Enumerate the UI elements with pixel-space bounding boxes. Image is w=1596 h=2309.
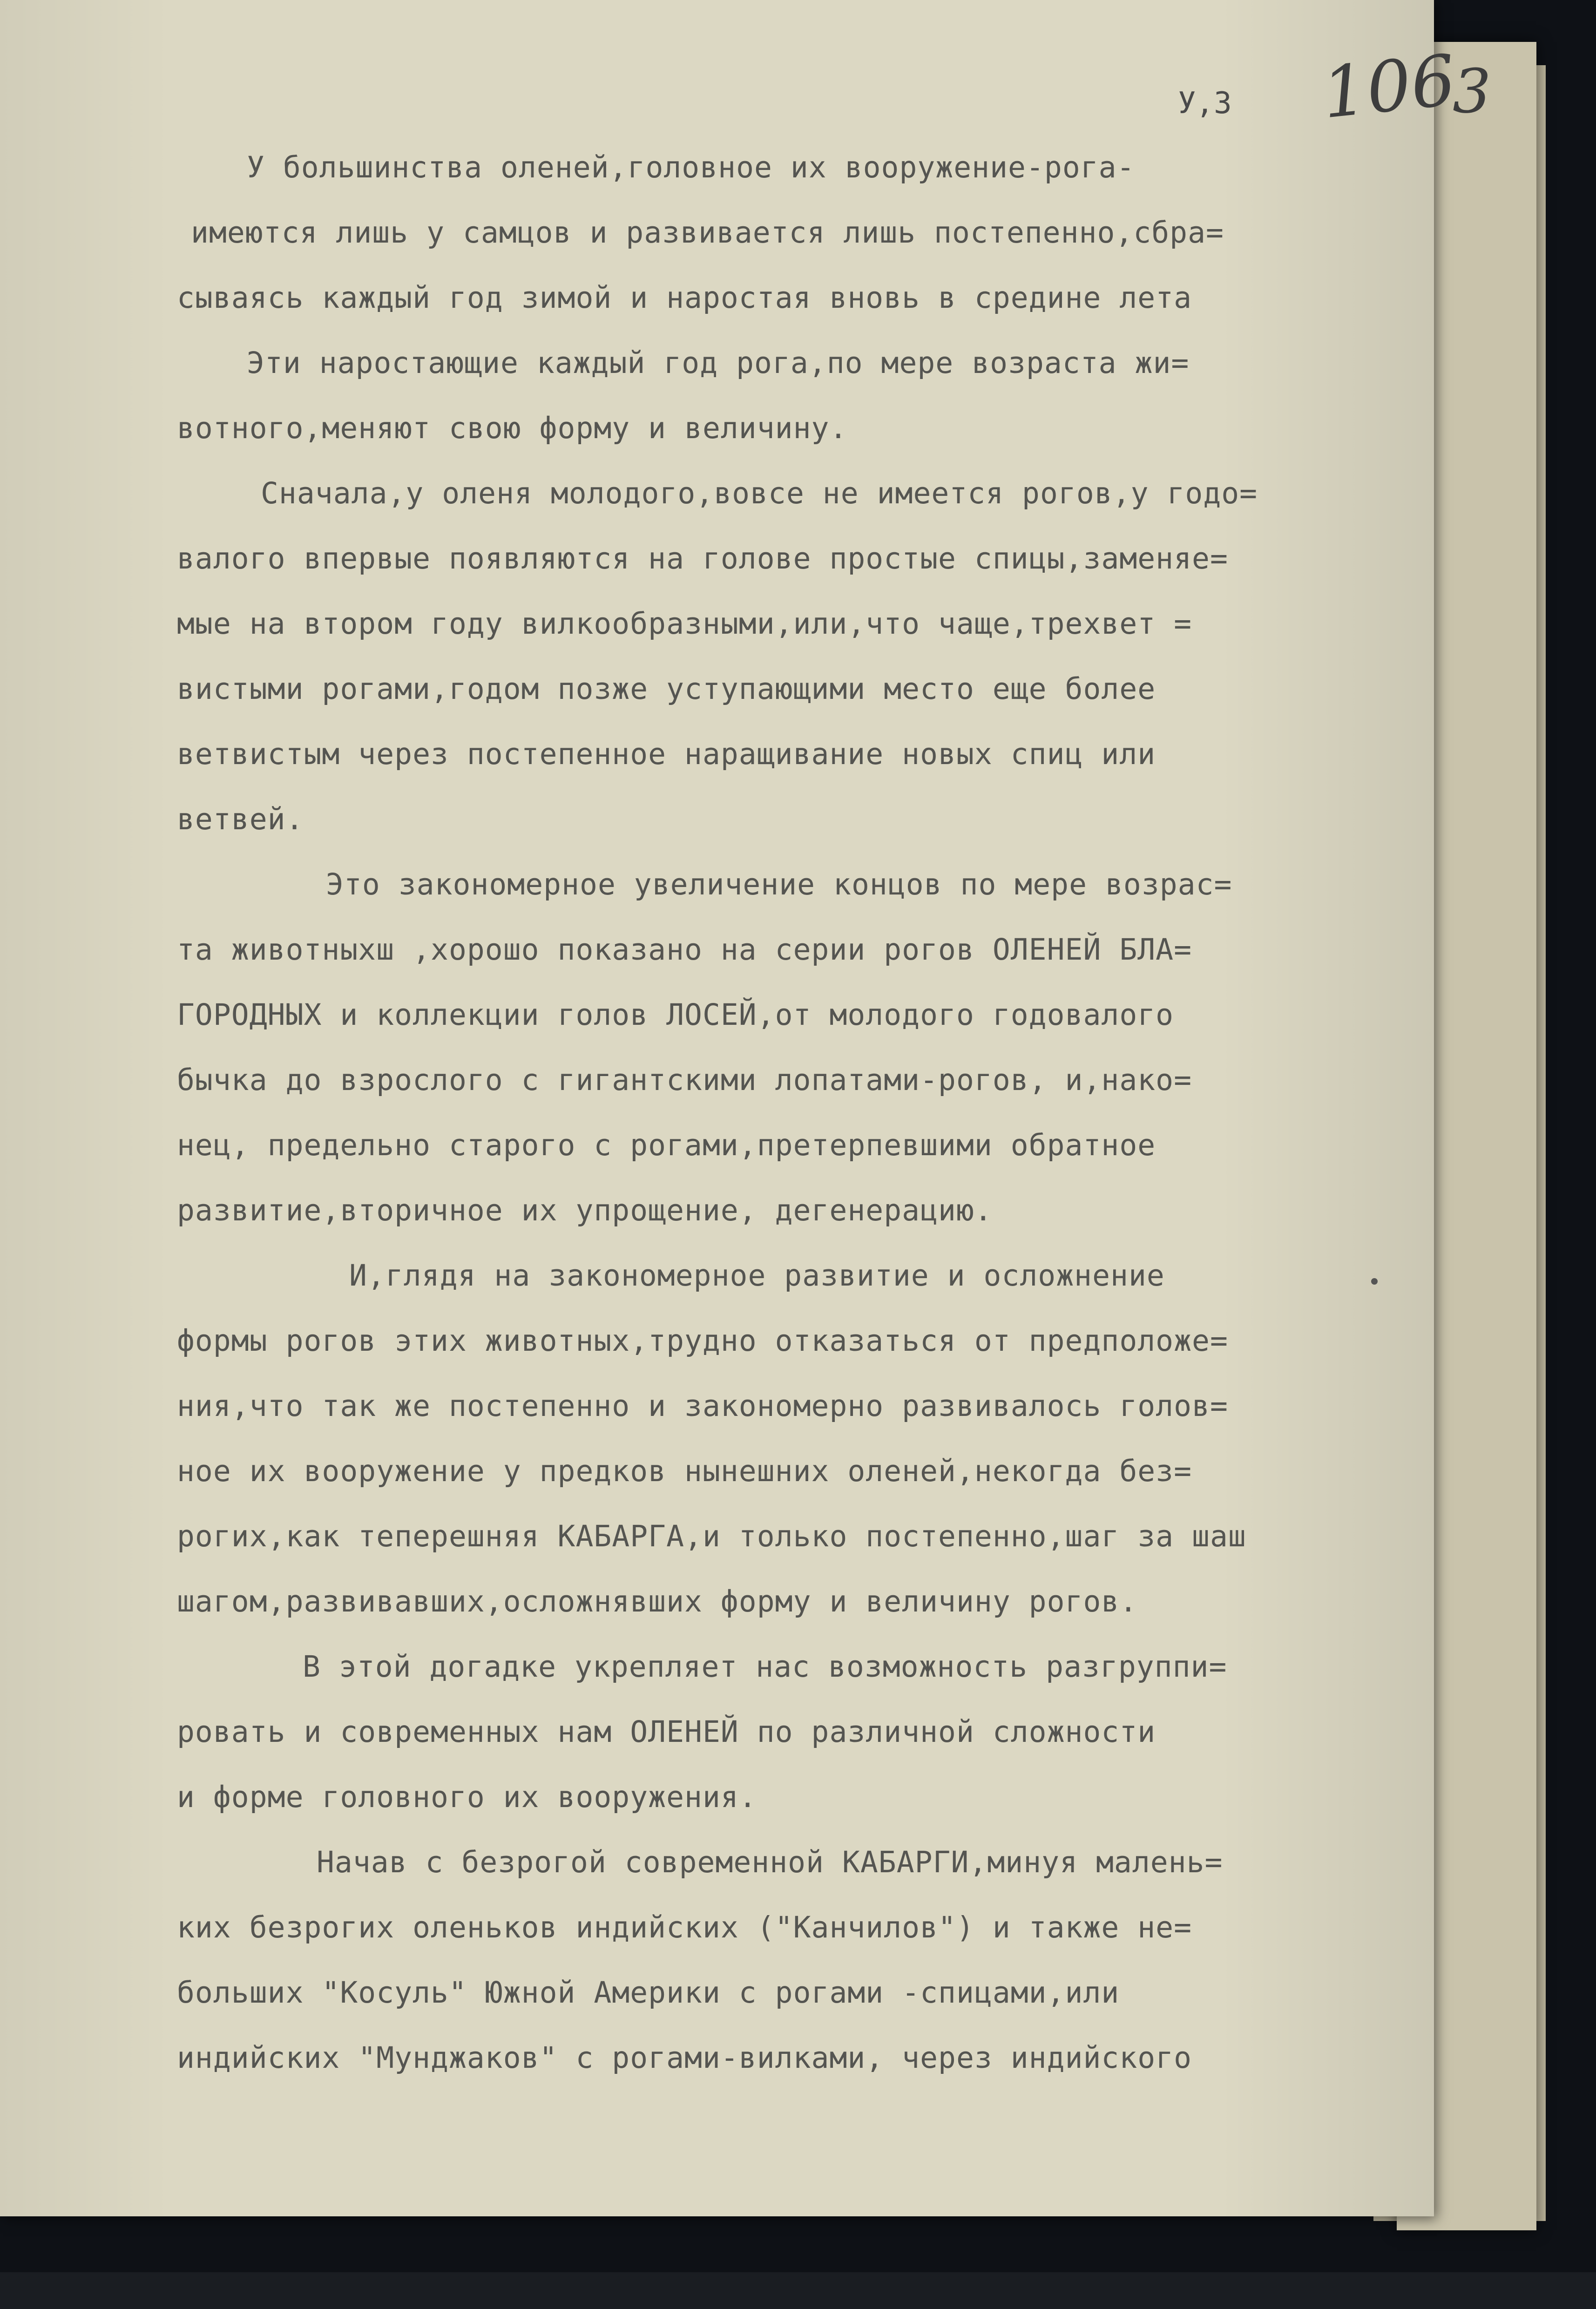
text-line: нец, предельно старого с рогами,претерпевшими обратное bbox=[177, 1128, 1156, 1162]
body-text bbox=[177, 135, 1434, 2091]
handwritten-folio-number: 106 bbox=[1318, 40, 1460, 135]
text-line: Эти наростающие каждый год рога,по мере возраста жи= bbox=[247, 346, 1190, 380]
text-line: Это закономерное увеличение концов по мере возрас= bbox=[326, 867, 1232, 901]
text-line: ветвистым через постепенное наращивание новых спиц или bbox=[177, 737, 1156, 771]
text-line: ровать и современных нам ОЛЕНЕЙ по различной сложности bbox=[177, 1715, 1156, 1749]
text-line: вотного,меняют свою форму и величину. bbox=[177, 411, 848, 445]
text-line: индийских "Мунджаков" с рогами-вилками, через индийского bbox=[177, 2041, 1192, 2075]
text-line: сываясь каждый год зимой и наростая вновь в средине лета bbox=[177, 281, 1192, 315]
text-line: ния,что так же постепенно и закономерно развивалось голов= bbox=[177, 1389, 1228, 1423]
text-line: вистыми рогами,годом позже уступающими место еще более bbox=[177, 672, 1156, 706]
text-line: рогих,как теперешняя КАБАРГА,и только постепенно,шаг за шаш bbox=[177, 1519, 1246, 1553]
text-line: ких безрогих оленьков индийских ("Канчилов") и также не= bbox=[177, 1910, 1192, 1944]
text-line: и форме головного их вооружения. bbox=[177, 1780, 757, 1814]
scanner-background bbox=[0, 2272, 1596, 2309]
text-line: ное их вооружение у предков нынешних оленей,некогда без= bbox=[177, 1454, 1192, 1488]
text-line: та животныхш ,хорошо показано на серии рогов ОЛЕНЕЙ БЛА= bbox=[177, 933, 1192, 967]
text-line: Начав с безрогой современной КАБАРГИ,минуя малень= bbox=[317, 1845, 1223, 1879]
page-number: У,3 bbox=[1178, 86, 1232, 121]
text-line: шагом,развивавших,осложнявших форму и величину рогов. bbox=[177, 1584, 1138, 1618]
text-line: И,глядя на закономерное развитие и осложнение bbox=[349, 1259, 1165, 1293]
text-line: В этой догадке укрепляет нас возможность разгруппи= bbox=[303, 1650, 1227, 1684]
handwritten-secondary-number: 3 bbox=[1453, 56, 1491, 127]
text-line: имеются лишь у самцов и развивается лишь постепенно,сбра= bbox=[191, 216, 1224, 250]
text-line: больших "Косуль" Южной Америки с рогами -спицами,или bbox=[177, 1976, 1120, 2010]
text-line: валого впервые появляются на голове простые спицы,заменяе= bbox=[177, 542, 1228, 576]
text-line: развитие,вторичное их упрощение, дегенерацию. bbox=[177, 1193, 993, 1227]
text-line: ветвей. bbox=[177, 802, 304, 836]
text-line: Сначала,у оленя молодого,вовсе не имеется рогов,у годо= bbox=[261, 476, 1258, 510]
text-line: бычка до взрослого с гигантскими лопатами-рогов, и,нако= bbox=[177, 1063, 1192, 1097]
text-line: ГОРОДНЫХ и коллекции голов ЛОСЕЙ,от молодого годовалого bbox=[177, 998, 1174, 1032]
text-line: мые на втором году вилкообразными,или,что чаще,трехвет = bbox=[177, 607, 1192, 641]
text-line: У большинства оленей,головное их вооружение-рога- bbox=[247, 150, 1135, 184]
text-line: формы рогов этих животных,трудно отказаться от предположе= bbox=[177, 1324, 1228, 1358]
